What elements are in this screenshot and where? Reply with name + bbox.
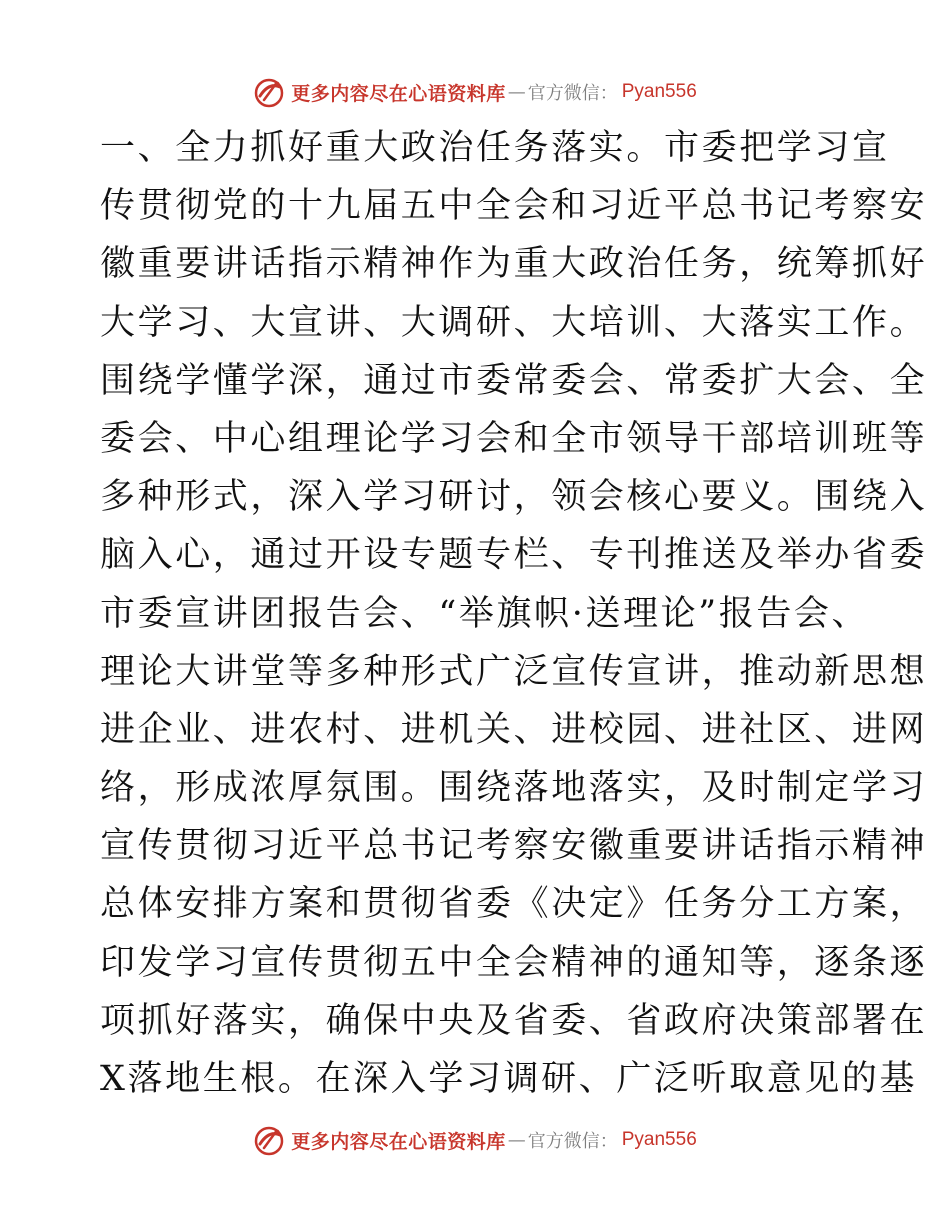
document-line: 大学习、大宣讲、大调研、大培训、大落实工作。 (100, 302, 928, 343)
document-line: 理论大讲堂等多种形式广泛宣传宣讲，推动新思想 (100, 651, 928, 692)
document-line: 络，形成浓厚氛围。围绕落地落实，及时制定学习 (100, 768, 928, 809)
document-line: 多种形式，深入学习研讨，领会核心要义。围绕入 (100, 477, 928, 518)
document-line: 市委宣讲团报告会、“举旗帜·送理论”报告会、 (100, 593, 870, 634)
document-line: 项抓好落实，确保中央及省委、省政府决策部署在 (100, 1000, 928, 1041)
banner-wechat-id: Pyan556 (621, 1129, 697, 1150)
header-banner (0, 72, 950, 112)
document-line: 一、全力抓好重大政治任务落实。市委把学习宣 (100, 128, 890, 168)
banner-separator: — (507, 1129, 526, 1151)
document-line: 围绕学懂学深，通过市委常委会、常委扩大会、全 (100, 360, 928, 401)
seal-logo-icon (253, 76, 285, 108)
banner-wechat-id: Pyan556 (621, 81, 697, 102)
seal-logo-icon (253, 1124, 285, 1156)
document-line: X落地生根。在深入学习调研、广泛听取意见的基 (100, 1059, 918, 1099)
banner-sub-text: 官方微信： (527, 1131, 618, 1152)
document-line: 总体安排方案和贯彻省委《决定》任务分工方案， (100, 884, 928, 925)
footer-banner (0, 1120, 950, 1160)
document-line: 传贯彻党的十九届五中全会和习近平总书记考察安 (100, 186, 928, 227)
document-line: 进企业、进农村、进机关、进校园、进社区、进网 (100, 709, 928, 750)
document-body (100, 119, 928, 1108)
document-line: 宣传贯彻习近平总书记考察安徽重要讲话指示精神 (100, 826, 928, 867)
banner-brand-text: 更多内容尽在心语资料库 (291, 1130, 506, 1153)
document-line: 脑入心，通过开设专题专栏、专刊推送及举办省委 (100, 535, 928, 576)
banner-sub-text: 官方微信： (527, 83, 618, 104)
banner-separator: — (507, 81, 526, 103)
document-line: 徽重要讲话指示精神作为重大政治任务，统筹抓好 (100, 244, 928, 285)
banner-brand-text: 更多内容尽在心语资料库 (291, 82, 506, 105)
document-line: 印发学习宣传贯彻五中全会精神的通知等，逐条逐 (100, 942, 928, 983)
document-line: 委会、中心组理论学习会和全市领导干部培训班等 (100, 418, 928, 459)
